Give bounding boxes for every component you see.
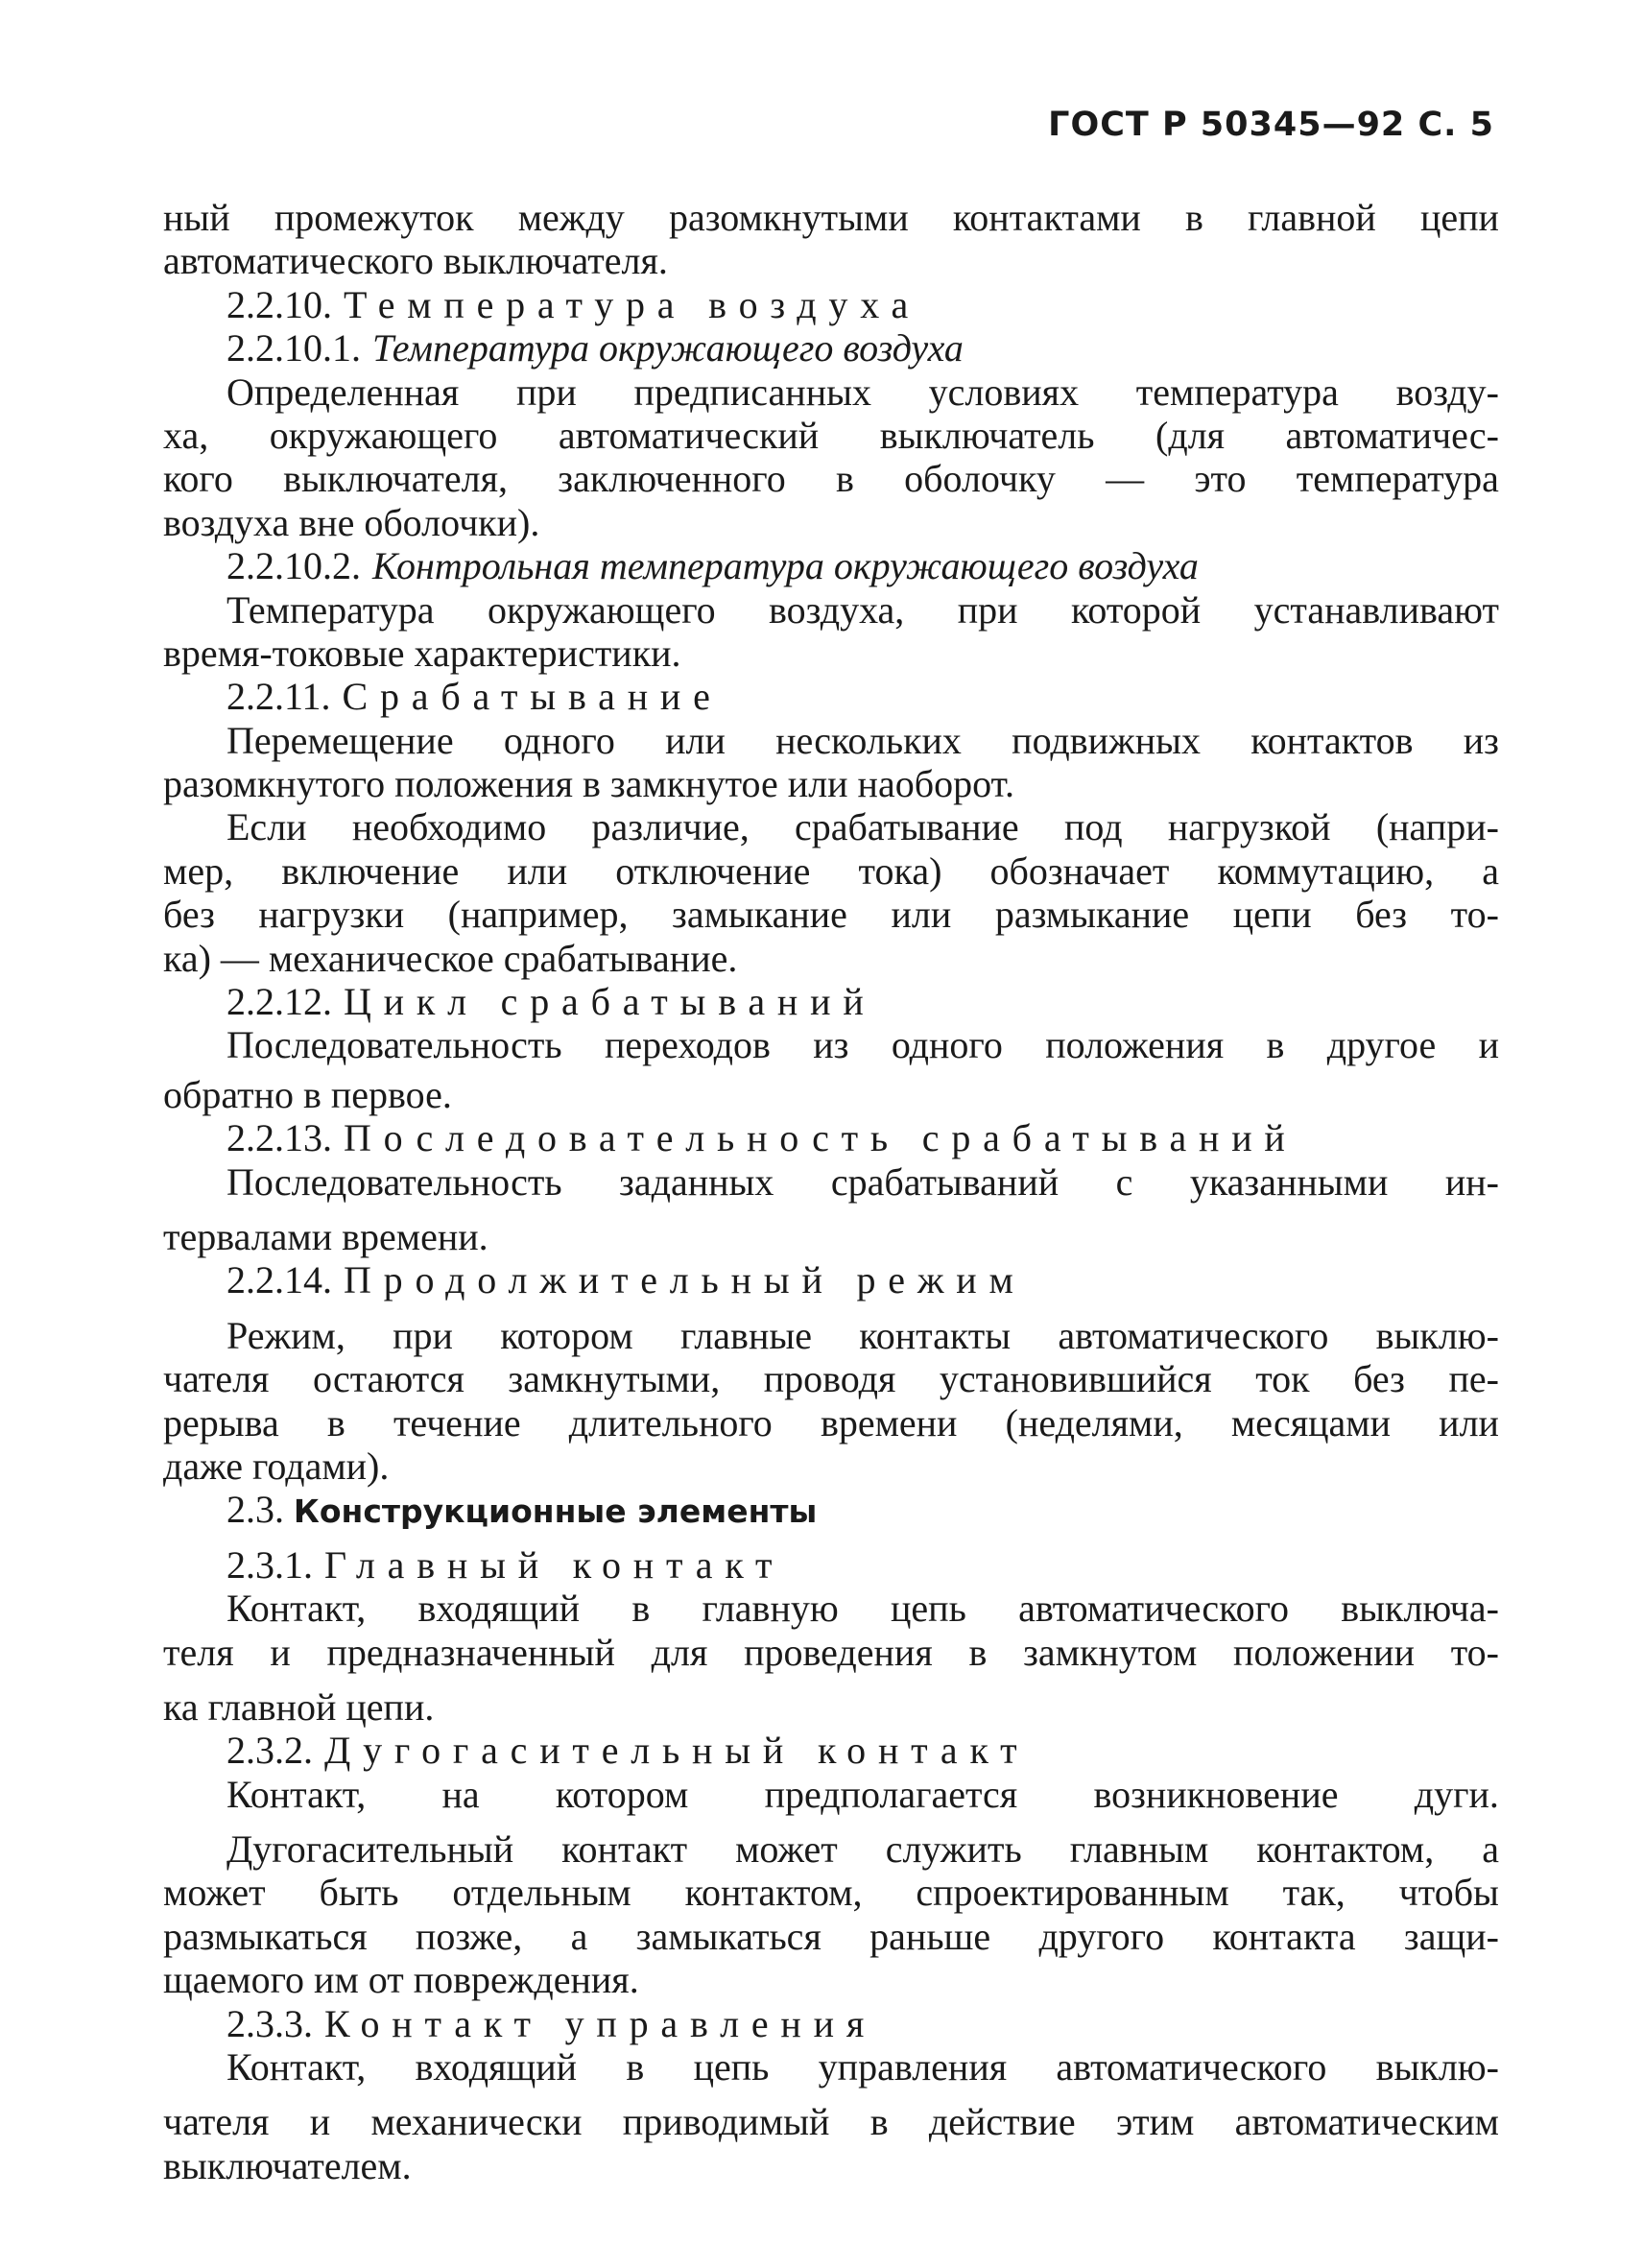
page-header: ГОСТ Р 50345—92 С. 5: [1048, 106, 1494, 144]
text-line: Контакт, на котором предполагается возникновение дуги.: [226, 1772, 1499, 1816]
term-heading: [163, 675, 1499, 718]
text-line: Температура окружающего воздуха, при которой устанавливают: [226, 587, 1499, 632]
text-line: тервалами времени.: [163, 1214, 488, 1258]
text-line: Дугогасительный контакт может служить главным контактом, а: [226, 1827, 1499, 1872]
clause-number: 2.2.14.: [226, 1258, 332, 1302]
text-line: автоматического выключателя.: [163, 239, 668, 283]
term-heading: [163, 544, 1499, 587]
clause-number: 2.2.10.: [226, 282, 332, 326]
term-name: Контрольная температура окружающего воздуха: [372, 544, 1199, 588]
clause-number: 2.2.11.: [226, 675, 331, 719]
term-heading: [163, 1543, 1499, 1587]
term-name: Главный контакт: [324, 1542, 785, 1587]
clause-number: 2.3.2.: [226, 1729, 313, 1773]
clause-number: 2.2.10.2.: [226, 544, 361, 588]
document-body: [163, 196, 1499, 2187]
text-line: Последовательность заданных срабатываний с указанными ин-: [226, 1159, 1499, 1204]
text-line: Контакт, входящий в цепь управления автоматического выклю-: [226, 2045, 1499, 2089]
text-line: время-токовые характеристики.: [163, 631, 681, 675]
text-line: Если необходимо различие, срабатывание под нагрузкой (напри-: [226, 805, 1499, 849]
clause-number: 2.3.: [226, 1488, 284, 1532]
text-line: даже годами).: [163, 1444, 390, 1488]
text-line: выключателем.: [163, 2143, 412, 2187]
text-line: ка) — механическое срабатывание.: [163, 936, 738, 980]
clause-number: 2.3.3.: [226, 2001, 313, 2045]
text-line: Определенная при предписанных условиях температура возду-: [226, 370, 1499, 414]
term-name: Температура окружающего воздуха: [372, 326, 964, 370]
term-name: Конструкционные элементы: [293, 1492, 818, 1531]
text-line: может быть отдельным контактом, спроектированным так, чтобы: [163, 1871, 1499, 1915]
text-line: без нагрузки (например, замыкание или размыкание цепи без то-: [163, 893, 1499, 937]
term-name: Последовательность срабатываний: [344, 1116, 1298, 1160]
text-line: Последовательность переходов из одного положения в другое и: [226, 1023, 1499, 1067]
text-line: размыкаться позже, а замыкаться раньше другого контакта защи-: [163, 1914, 1499, 1958]
term-name: Цикл срабатываний: [344, 980, 876, 1024]
term-heading: [163, 283, 1499, 326]
text-line: ха, окружающего автоматический выключатель (для автоматичес-: [163, 413, 1499, 457]
text-line: чателя остаются замкнутыми, проводя установившийся ток без пе-: [163, 1357, 1499, 1401]
text-line: ка главной цепи.: [163, 1684, 435, 1729]
text-line: теля и предназначенный для проведения в замкнутом положении то-: [163, 1630, 1499, 1674]
text-line: Режим, при котором главные контакты автоматического выклю-: [226, 1313, 1499, 1357]
text-line: ный промежуток между разомкнутыми контактами в главной цепи: [163, 196, 1499, 239]
text-line: разомкнутого положения в замкнутое или наоборот.: [163, 762, 1015, 806]
text-line: щаемого им от повреждения.: [163, 1958, 639, 2002]
clause-number: 2.2.12.: [226, 980, 332, 1024]
text-line: обратно в первое.: [163, 1072, 452, 1116]
term-heading: [163, 326, 1499, 370]
term-heading: [163, 1729, 1499, 1772]
term-heading: [163, 2002, 1499, 2045]
clause-number: 2.3.1.: [226, 1542, 313, 1587]
clause-number: 2.2.13.: [226, 1116, 332, 1160]
term-name: Дугогасительный контакт: [324, 1729, 1030, 1773]
term-name: Контакт управления: [324, 2001, 877, 2045]
text-line: воздуха вне оболочки).: [163, 500, 540, 544]
term-heading: [163, 1258, 1499, 1301]
clause-number: 2.2.10.1.: [226, 326, 361, 370]
text-line: Контакт, входящий в главную цепь автоматического выключа-: [226, 1587, 1499, 1631]
text-line: рерыва в течение длительного времени (неделями, месяцами или: [163, 1400, 1499, 1444]
term-heading: [163, 980, 1499, 1023]
term-name: Срабатывание: [342, 675, 723, 719]
term-name: Температура воздуха: [344, 282, 921, 326]
term-heading: [163, 1116, 1499, 1159]
section-heading: [163, 1488, 1499, 1531]
term-name: Продолжительный режим: [344, 1258, 1026, 1302]
text-line: мер, включение или отключение тока) обозначает коммутацию, а: [163, 848, 1499, 893]
text-line: чателя и механически приводимый в действие этим автоматическим: [163, 2100, 1499, 2144]
text-line: кого выключателя, заключенного в оболочку — это температура: [163, 457, 1499, 501]
text-line: Перемещение одного или нескольких подвижных контактов из: [226, 718, 1499, 762]
